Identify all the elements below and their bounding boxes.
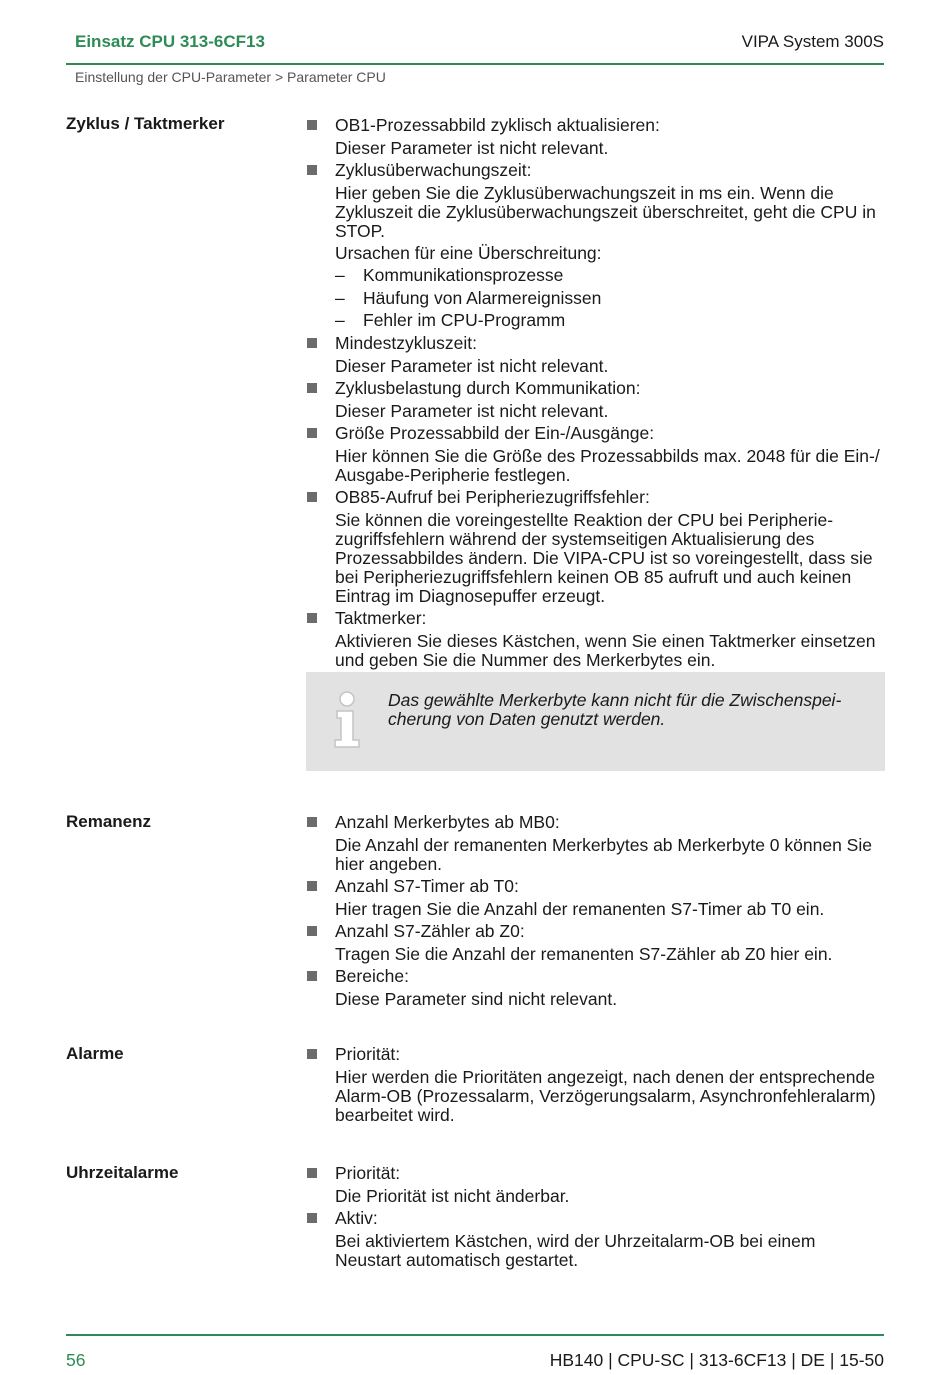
square-bullet-icon bbox=[307, 613, 317, 623]
footer-divider bbox=[66, 1334, 884, 1336]
item-title: OB85-Aufruf bei Peripheriezugriffsfehler: bbox=[335, 486, 650, 507]
dash-icon: – bbox=[335, 287, 345, 308]
list-item bbox=[306, 877, 886, 919]
item-text: Hier werden die Prioritäten angezeigt, nach denen der entsprechende Alarm-OB (Prozessalarm, Verzögerungsalarm, Asynchronfehleralarm) bearbeitet wird. bbox=[335, 1067, 876, 1125]
square-bullet-icon bbox=[307, 1168, 317, 1178]
list-item bbox=[306, 424, 886, 485]
info-icon bbox=[330, 690, 366, 750]
list-item bbox=[306, 161, 886, 330]
item-text: Diese Parameter sind nicht relevant. bbox=[335, 989, 618, 1009]
square-bullet-icon bbox=[307, 1213, 317, 1223]
square-bullet-icon bbox=[307, 492, 317, 502]
item-title: OB1-Prozessabbild zyklisch aktualisieren: bbox=[335, 115, 660, 135]
dash-item-text: Kommunikationsprozesse bbox=[363, 265, 564, 285]
item-text: Aktivieren Sie dieses Kästchen, wenn Sie einen Taktmerker einsetzen und geben Sie die Nummer des Merkerbytes ein. bbox=[335, 630, 876, 670]
square-bullet-icon bbox=[307, 428, 317, 438]
list-item bbox=[306, 116, 886, 158]
list-item bbox=[306, 967, 886, 1009]
list-item bbox=[306, 922, 886, 964]
list-item bbox=[306, 609, 886, 670]
item-title: Größe Prozessabbild der Ein-/Ausgänge: bbox=[335, 422, 655, 443]
zyklus-list bbox=[306, 116, 886, 670]
square-bullet-icon bbox=[307, 881, 317, 891]
item-text: Sie können die voreingestellte Reaktion der CPU bei Peripheriezugriffsfehlern während der systemseitigen Aktualisierung des Prozessabbildes ändern. Die VIPA-CPU ist so voreingestellt, dass sie bei Peripheriezugriffsfehlern keinen OB 85 aufruft und auch keinen Eintrag im Diagnosepuffer erzeugt. bbox=[335, 509, 873, 606]
dash-icon: – bbox=[335, 265, 345, 285]
section-label-uhrzeitalarme: Uhrzeitalarme bbox=[66, 1163, 179, 1182]
item-text: Dieser Parameter ist nicht relevant. bbox=[335, 400, 609, 421]
square-bullet-icon bbox=[307, 926, 317, 936]
info-note bbox=[306, 672, 885, 771]
dash-item bbox=[335, 289, 886, 308]
item-text: Die Anzahl der remanenten Merkerbytes ab Merkerbyte 0 können Sie hier angeben. bbox=[335, 835, 872, 874]
item-text: Dieser Parameter ist nicht relevant. bbox=[335, 355, 609, 376]
square-bullet-icon bbox=[307, 338, 317, 348]
item-text: Hier können Sie die Größe des Prozessabbilds max. 2048 für die Ein-/ Ausgabe-Peripherie festlegen. bbox=[335, 445, 880, 485]
item-text: Dieser Parameter ist nicht relevant. bbox=[335, 138, 609, 158]
list-item bbox=[306, 1164, 886, 1206]
square-bullet-icon bbox=[307, 383, 317, 393]
item-text: Tragen Sie die Anzahl der remanenten S7-Zähler ab Z0 hier ein. bbox=[335, 944, 833, 964]
item-title: Mindestzykluszeit: bbox=[335, 332, 477, 353]
alarme-list bbox=[306, 1045, 886, 1125]
section-label-zyklus: Zyklus / Taktmerker bbox=[66, 114, 225, 133]
item-title: Bereiche: bbox=[335, 966, 409, 986]
item-text: Bei aktiviertem Kästchen, wird der Uhrzeitalarm-OB bei einem Neustart automatisch gestartet. bbox=[335, 1231, 816, 1270]
document-id: HB140 | CPU-SC | 313-6CF13 | DE | 15-50 bbox=[549, 1350, 884, 1370]
item-title: Anzahl S7-Zähler ab Z0: bbox=[335, 921, 525, 941]
square-bullet-icon bbox=[307, 1049, 317, 1059]
item-title: Priorität: bbox=[335, 1044, 401, 1064]
item-title: Aktiv: bbox=[335, 1208, 378, 1228]
section-label-remanenz: Remanenz bbox=[66, 812, 152, 831]
item-subtext: Ursachen für eine Überschreitung: bbox=[335, 243, 602, 263]
header-divider bbox=[66, 63, 884, 65]
square-bullet-icon bbox=[307, 120, 317, 130]
list-item bbox=[306, 1209, 886, 1270]
list-item bbox=[306, 1045, 886, 1125]
square-bullet-icon bbox=[307, 971, 317, 981]
section-label-alarme: Alarme bbox=[66, 1044, 124, 1063]
dash-icon: – bbox=[335, 310, 345, 330]
item-text: Hier tragen Sie die Anzahl der remanenten S7-Timer ab T0 ein. bbox=[335, 899, 825, 919]
list-item bbox=[306, 488, 886, 606]
dash-item bbox=[335, 266, 886, 285]
manual-title: VIPA System 300S bbox=[741, 32, 884, 51]
uhrzeitalarme-list bbox=[306, 1164, 886, 1270]
item-title: Anzahl Merkerbytes ab MB0: bbox=[335, 812, 560, 832]
item-title: Anzahl S7-Timer ab T0: bbox=[335, 876, 519, 896]
item-title: Zyklusbelastung durch Kommunikation: bbox=[335, 377, 641, 398]
item-text: Hier geben Sie die Zyklusüberwachungszeit in ms ein. Wenn die Zykluszeit die Zyklusüberwachungszeit überschreitet, geht die CPU in STOP. bbox=[335, 183, 876, 241]
item-title: Zyklusüberwachungszeit: bbox=[335, 160, 532, 180]
remanenz-list bbox=[306, 813, 886, 1009]
dash-item-text: Häufung von Alarmereignissen bbox=[363, 287, 602, 308]
dash-item-text: Fehler im CPU-Programm bbox=[363, 310, 566, 330]
dash-item bbox=[335, 311, 886, 330]
square-bullet-icon bbox=[307, 165, 317, 175]
dash-list bbox=[335, 266, 886, 330]
item-text: Die Priorität ist nicht änderbar. bbox=[335, 1186, 570, 1206]
list-item bbox=[306, 334, 886, 376]
list-item bbox=[306, 379, 886, 421]
page-number: 56 bbox=[66, 1350, 86, 1370]
square-bullet-icon bbox=[307, 817, 317, 827]
breadcrumb: Einstellung der CPU-Parameter > Parameter CPU bbox=[75, 69, 386, 85]
item-title: Priorität: bbox=[335, 1163, 401, 1183]
note-text: Das gewählte Merkerbyte kann nicht für die Zwischenspeicherung von Daten genutzt werden. bbox=[388, 690, 842, 729]
list-item bbox=[306, 813, 886, 874]
chapter-title: Einsatz CPU 313-6CF13 bbox=[75, 32, 265, 51]
item-title: Taktmerker: bbox=[335, 607, 427, 628]
